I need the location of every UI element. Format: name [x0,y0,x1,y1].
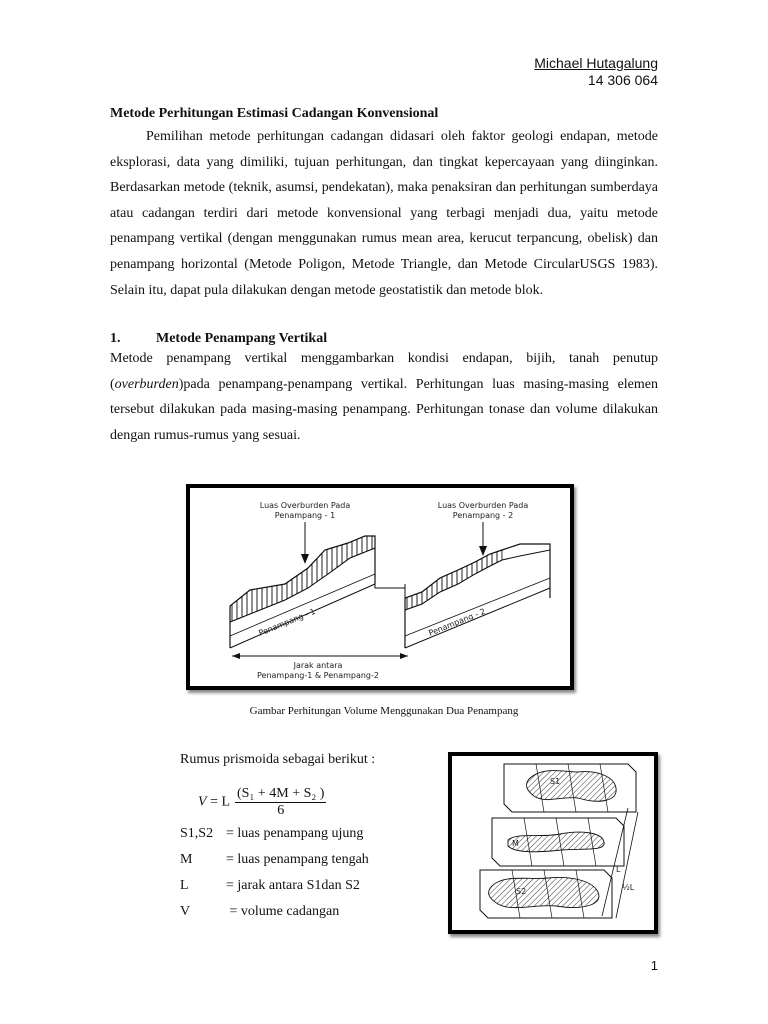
label-distance-line1: Jarak antara [293,661,343,670]
label-distance-line2: Penampang-1 & Penampang-2 [257,671,379,680]
paragraph-text-start: Metode penampang vertikal menggambarkan kondisi endapan, bijih, tanah penutup ( [110,351,658,392]
overburden-area-2 [405,550,502,610]
section-line-2b [405,578,550,636]
author-name: Michael Hutagalung [534,55,658,71]
definition-symbol: V [180,904,191,919]
formula-intro: Rumus prismoida sebagai berikut : [180,752,376,767]
prismoid-diagram [452,756,654,930]
definition-row [180,878,360,894]
label-l: L [616,865,621,874]
section-title: Metode Penampang Vertikal [156,331,328,346]
label-overburden-1-line1: Luas Overburden Pada [259,501,351,510]
formula-numerator: (S₁ + 4M + S₂ ) [237,786,325,801]
author-id: 14 306 064 [587,72,658,88]
label-section-1: Penampang - 1 [257,606,317,638]
cross-section-diagram [190,488,570,686]
definition-symbol: M [180,852,193,867]
formula-fraction [235,786,326,819]
definition-desc: = jarak antara S1dan S2 [226,878,360,893]
intro-paragraph: Pemilihan metode perhitungan cadangan didasari oleh faktor geologi endapan, metode eksplorasi, data yang dimiliki, tujuan perhitungan, dan tingkat kepercayaan yang diinginkan. Berdasarkan metode (teknik, asumsi, pendekatan), maka penaksiran dan perhitungan sumberdaya atau cadangan terdiri dari metode konvensional yang terbagi menjadi dua, yaitu metode penampang vertikal (dengan menggunakan rumus mean area, kerucut terpancung, obelisk) dan penampang horizontal (Metode Poligon, Metode Triangle, dan Metode CircularUSGS 1983). Selain itu, dapat pula dilakukan dengan metode geostatistik dan metode blok. [110,129,658,298]
section-number: 1. [110,331,121,346]
formula-expression [198,786,326,819]
formula-lhs: V [198,794,207,810]
label-s1: S1 [550,777,561,786]
definition-symbol: S1,S2 [180,826,214,841]
label-half-l: ½L [622,883,635,892]
distance-arrow-left-head [232,653,240,659]
arrow-head-1 [301,554,309,564]
author-block [534,55,658,89]
definition-desc: = luas penampang ujung [226,826,364,841]
figure-caption: Gambar Perhitungan Volume Menggunakan Dua Penampang [249,705,519,717]
definition-desc: = luas penampang tengah [226,852,369,867]
overburden-area-1 [230,536,375,622]
formula-denominator: 6 [277,803,285,818]
figure-two-sections [186,484,574,690]
definition-row [180,904,339,920]
distance-arrow-right-head [400,653,408,659]
section-heading [110,331,327,347]
ore-body-s1 [527,771,617,802]
ore-body-s2 [489,878,599,908]
document-title: Metode Perhitungan Estimasi Cadangan Konvensional [110,106,439,121]
connector-left [375,584,405,603]
label-m: M [512,839,519,848]
formula-factor: L [221,794,230,810]
figure-prismoid [448,752,658,934]
ore-boundary-2 [405,550,550,610]
paragraph-text-end: )pada penampang-penampang vertikal. Perhitungan luas masing-masing elemen tersebut dilakukan pada masing-masing penampang. Perhitungan tonase dan volume dilakukan dengan rumus-rumus yang sesuai. [110,376,658,443]
definition-row [180,852,369,868]
label-s2: S2 [516,887,527,896]
page-number: 1 [650,958,658,973]
label-overburden-1-line2: Penampang - 1 [274,511,336,520]
overburden-term: overburden [114,376,179,392]
label-overburden-2-line1: Luas Overburden Pada [437,501,529,510]
label-overburden-2-line2: Penampang - 2 [452,511,514,520]
formula-equals: = [210,794,218,810]
definition-symbol: L [180,878,189,893]
definition-desc: = volume cadangan [226,904,340,919]
label-section-2: Penampang - 2 [427,606,487,638]
section-paragraph [110,346,658,448]
arrow-head-2 [479,546,487,556]
definition-row [180,826,363,842]
